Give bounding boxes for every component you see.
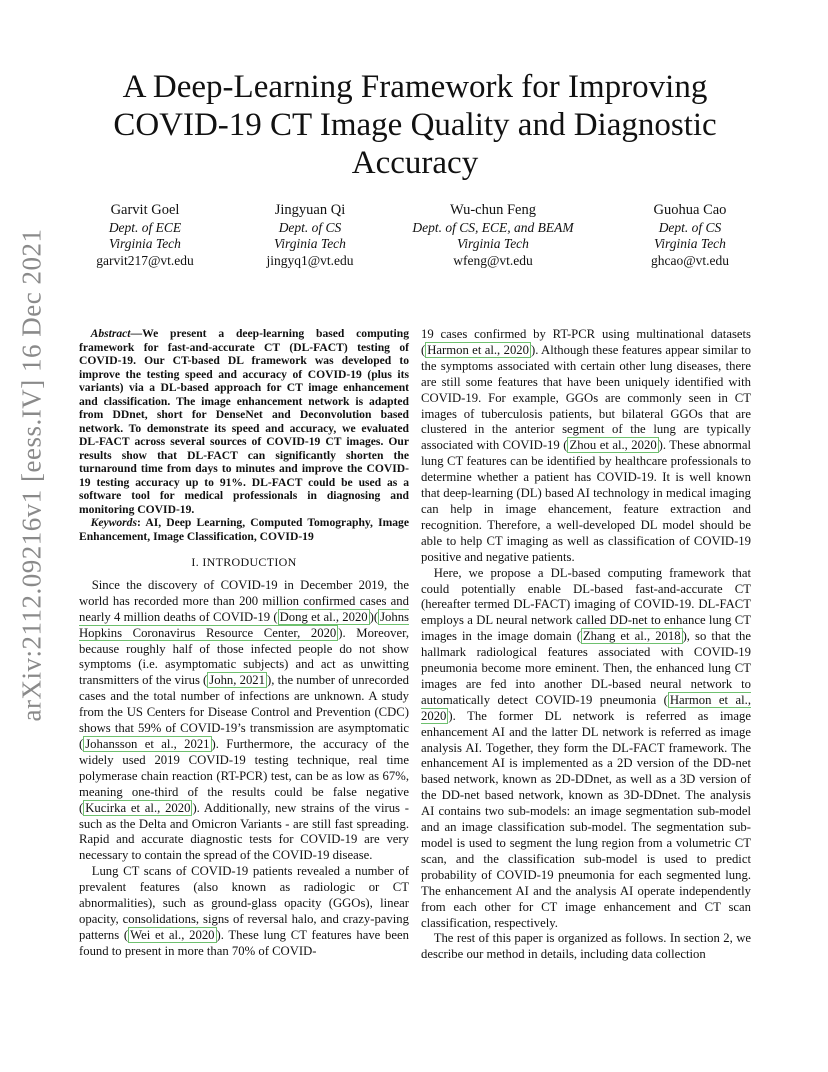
author-1 — [80, 202, 210, 269]
author-4 — [615, 202, 765, 269]
citation-link[interactable]: John, 2021 — [209, 673, 265, 688]
section-heading-introduction: I. INTRODUCTION — [191, 555, 297, 569]
author-dept: Dept. of CS — [278, 219, 342, 235]
keywords-text: : AI, Deep Learning, Computed Tomography, Image Enhancement, Image Classification, COVID-19 — [79, 516, 409, 543]
author-block — [80, 202, 770, 272]
author-name: Jingyuan Qi — [274, 202, 346, 218]
author-3 — [398, 202, 588, 269]
citation-link[interactable]: Kucirka et al., 2020 — [85, 800, 191, 815]
citation-link[interactable]: Johns Hopkins Coronavirus Resource Center, 2020 — [79, 609, 409, 640]
intro-paragraph-2-cont: 19 cases confirmed by RT-PCR using multinational datasets ( Harmon et al., 2020 ). Although these features appear similar to the symptoms associated with certain other lung diseases, there are still some features that have been uniquely identified with COVID-19. For example, GGOs are commonly seen in CT images of tuberculosis patients, but bilateral GGOs that are clustered in the anterior segment of the lung are typically associated with COVID-19 ( Zhou et al., 2020 ). These abnormal lung CT features can be identified by healthcare professionals to determine whether a patient has COVID-19. It is well known that deep-learning (DL) based AI technology in medical imaging can help in image ehancement, feature extraction and recognition. Therefore, a well-developed DL model should be able to help CT imaging as well as classification of COVID-19 positive and negative patients. — [421, 327, 752, 564]
intro-paragraph-1: Since the discovery of COVID-19 in December 2019, the world has recorded more than 200 million confirmed cases and nearly 4 million deaths of COVID-19 ( Dong et al., 2020 )( Johns Hopkins Coronavirus Resource Center, 2020 ). Moreover, because roughly half of those infected people do not show symptoms (i.e. asymptomatic subjects) and act as unwitting transmitters of the virus ( John, 2021 ), the number of unrecorded cases and the total number of infections are unknown. A study from the US Centers for Disease Control and Prevention (CDC) shows that 59% of COVID-19’s transmission are asymptomatic ( Johansson et al., 2021 ). Furthermore, the accuracy of the widely used 2019 COVID-19 testing technique, real time polymerase chain reaction (RT-PCR) test, can be as low as 67%, meaning one-third of the results could be false negative ( Kucirka et al., 2020 ). Additionally, new strains of the virus - such as the Delta and Omicron Variants - are still fast spreading. Rapid and accurate diagnostic tests for COVID-19 are very necessary to contain the spread of the COVID-19 disease. — [79, 577, 410, 863]
abstract — [79, 327, 409, 516]
author-name: Garvit Goel — [110, 202, 180, 218]
author-email[interactable]: wfeng@vt.edu — [453, 252, 533, 268]
citation-link[interactable]: Harmon et al., 2020 — [421, 692, 752, 723]
intro-paragraph-3: Here, we propose a DL-based computing framework that could potentially enable DL-based fast-and-accurate CT (hereafter termed DL-FACT) imaging of COVID-19. DL-FACT employs a DL neural network called DD-net to enhance lung CT images in the image domain ( Zhang et al., 2018 ), so that the hallmark radiological features associated with COVID-19 pneumonia become more eminent. Then, the enhanced lung CT images are fed into another DL-based neural network to automatically detect COVID-19 pneumonia ( Harmon et al., 2020 ). The former DL network is referred as image enhancement AI and the latter DL network is referred as image analysis AI. Together, they form the DL-FACT framework. The enhancement AI is implemented as a 2D version of the DD-net based network, known as 2D-DDnet, as well as a 3D version of the DD-net based network, known as 3D-DDnet. The analysis AI contains two sub-models: an image segmentation sub-model and an image classification sub-model. The segmentation sub-model is used to segment the lung region from a volumetric CT scan, and the classification sub-model is used to predict probability of COVID-19 pneumonia for each segmented lung. The enhancement AI and the analysis AI operate independently from each other for CT image enhancement and CT scan classification, respectively. — [421, 565, 752, 930]
author-name: Guohua Cao — [653, 202, 727, 218]
author-inst: Virginia Tech — [457, 236, 529, 251]
author-inst: Virginia Tech — [274, 236, 346, 251]
intro-paragraph-2: Lung CT scans of COVID-19 patients revealed a number of prevalent features (also known as radiologic or CT abnormalities), such as ground-glass opacity (GGOs), linear opacity, consolidations, signs of reversal halo, and crazy-paving patterns ( Wei et al., 2020 ). These lung CT features have been found to present in more than 70% of COVID- — [79, 864, 410, 958]
keywords-label: Keywords — [90, 516, 137, 529]
author-inst: Virginia Tech — [109, 236, 181, 251]
author-name: Wu-chun Feng — [450, 202, 536, 218]
arxiv-stamp: arXiv:2112.09216v1 [eess.IV] 16 Dec 2021 — [16, 228, 47, 722]
citation-link[interactable]: Zhang et al., 2018 — [582, 629, 681, 644]
author-email[interactable]: jingyq1@vt.edu — [266, 252, 354, 268]
author-2 — [235, 202, 385, 269]
citation-link[interactable]: Harmon et al., 2020 — [427, 342, 529, 357]
right-column — [421, 327, 751, 963]
abstract-label: Abstract — [90, 327, 131, 340]
citation-link[interactable]: Zhou et al., 2020 — [569, 438, 657, 453]
keywords — [79, 516, 409, 543]
paper-title: A Deep-Learning Framework for Improving COVID-19 CT Image Quality and Diagnostic Accuracy — [113, 69, 717, 181]
citation-link[interactable]: Wei et al., 2020 — [130, 927, 215, 942]
citation-link[interactable]: Dong et al., 2020 — [279, 609, 368, 624]
abstract-text: —We present a deep-learning based computing framework for fast-and-accurate CT (DL-FACT) testing of COVID-19. Our CT-based DL framework was developed to improve the testing speed and accuracy of COVID-19 (plus its variants) via a DL-based approach for CT image enhancement and classification. The image enhancement network is adapted from DDnet, short for DenseNet and Deconvolution based network. To demonstrate its speed and accuracy, we evaluated DL-FACT across several sources of COVID-19 CT images. Our results show that DL-FACT can significantly shorten the turnaround time from days to minutes and improve the COVID-19 testing accuracy up to 91%. DL-FACT could be used as a software tool for medical professionals in diagnosing and monitoring COVID-19. — [79, 327, 409, 516]
citation-link[interactable]: Johansson et al., 2021 — [85, 736, 210, 751]
left-column — [79, 327, 409, 960]
author-dept: Dept. of CS — [658, 219, 722, 235]
author-dept: Dept. of ECE — [108, 219, 182, 235]
author-email[interactable]: ghcao@vt.edu — [650, 252, 730, 268]
author-inst: Virginia Tech — [654, 236, 726, 251]
author-dept: Dept. of CS, ECE, and BEAM — [412, 219, 574, 235]
author-email[interactable]: garvit217@vt.edu — [96, 252, 194, 268]
intro-paragraph-4: The rest of this paper is organized as follows. In section 2, we describe our method in details, including data collection — [421, 931, 751, 962]
